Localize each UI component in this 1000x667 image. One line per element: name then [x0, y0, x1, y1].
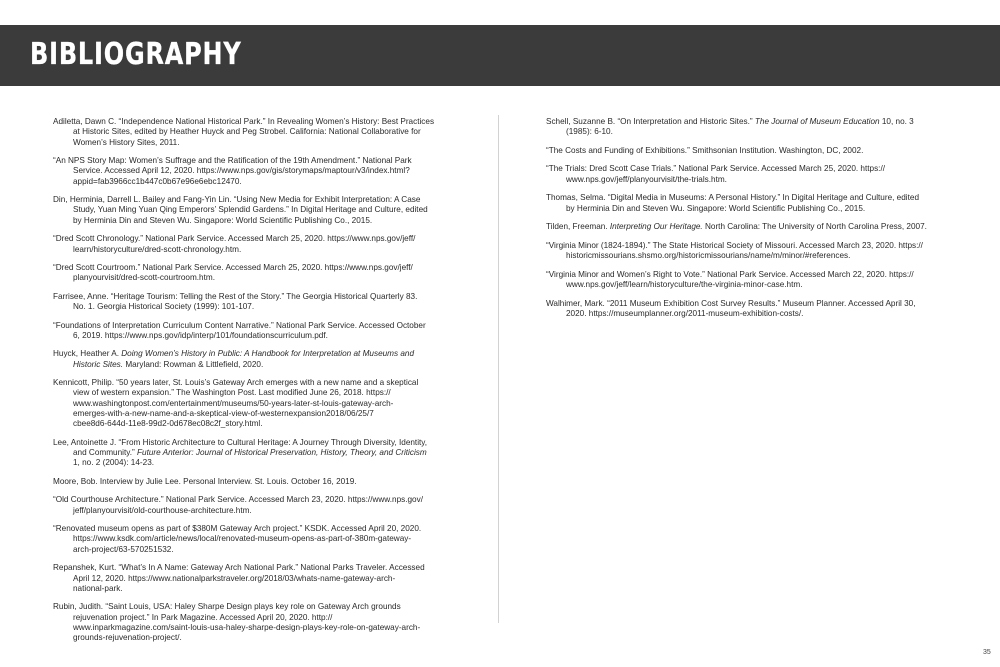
- page-title: BIBLIOGRAPHY: [30, 37, 242, 72]
- bibliography-entry: [53, 563, 463, 594]
- bibliography-entry: [53, 438, 463, 469]
- entry-text: 1, no. 2 (2004): 14-23.: [73, 458, 155, 468]
- entry-italic-text: Interpreting Our Heritage.: [609, 222, 703, 232]
- entry-italic-text: Future Anterior: Journal of Historical Preservation, History, Theory, and Criticism: [137, 448, 427, 458]
- entry-text: Walhimer, Mark. “2011 Museum Exhibition Cost Survey Results.” Museum Planner. Accessed April 30, 2020. https://museumplanner.org/2011-museum-exhibition-costs/.: [546, 298, 916, 318]
- bibliography-entry: [546, 193, 956, 214]
- entry-text: Din, Herminia, Darrell L. Bailey and Fang-Yin Lin. “Using New Media for Exhibit Interpretation: A Case Study, Yuan Ming Yuan Qing Emperors’ Splendid Gardens.” In Digital Heritage and Culture, edited by Herminia Din and Steven Wu. Singapore: World Scientific Publishing Co., 2015.: [53, 195, 428, 225]
- entry-text: “Dred Scott Chronology.” National Park Service. Accessed March 25, 2020. https://www.nps.gov/jeff/ learn/historyculture/dred-scott-chronology.htm.: [53, 234, 416, 254]
- bibliography-column-right: [546, 117, 956, 328]
- entry-text: “Old Courthouse Architecture.” National Park Service. Accessed March 23, 2020. https://www.nps.gov/ jeff/planyourvisit/old-courthouse-architecture.htm.: [53, 495, 423, 515]
- bibliography-entry: [546, 299, 956, 320]
- entry-text: Farrisee, Anne. “Heritage Tourism: Telling the Rest of the Story.” The Georgia Historical Quarterly 83. No. 1. Georgia Historical Society (1999): 101-107.: [53, 291, 418, 312]
- bibliography-entry: [53, 477, 463, 487]
- bibliography-entry: [53, 349, 463, 370]
- bibliography-entry: [546, 222, 956, 232]
- entry-text: 10, no. 3 (1985): 6-10.: [566, 117, 914, 137]
- entry-text: Lee, Antoinette J. “From Historic Architecture to Cultural Heritage: A Journey Through Diversity, Identity, and Community.”: [53, 437, 428, 458]
- bibliography-entry: [53, 156, 463, 187]
- bibliography-entry: [546, 270, 956, 291]
- entry-text: “Renovated museum opens as part of $380M Gateway Arch project.” KSDK. Accessed April 20, 2020. https://www.ksdk.com/article/news/local/renovated-museum-opens-as-part-of-380m-gateway- arch-project/63-570251532.: [53, 524, 422, 554]
- entry-text: Tilden, Freeman.: [546, 222, 610, 232]
- entry-text: “The Trials: Dred Scott Case Trials.” National Park Service. Accessed March 25, 2020. https:// www.nps.gov/jeff/planyourvisit/the-trials.htm.: [546, 164, 886, 184]
- entry-text: Kennicott, Philip. “50 years later, St. Louis’s Gateway Arch emerges with a new name and a skeptical view of western expansion.” The Washington Post. Last modified June 26, 2018. https:// www.washingtonpost.com/entertainment/museums/50-years-later-st-louis-gateway-arch- emerges-with-a-new-name-and-a-skeptical-view-of-westernexpansion2018/06/25/7 cbee8d6-644d-11e8-99d2-0d678ec08c2f_story.html.: [53, 378, 419, 429]
- bibliography-entry: [546, 146, 956, 156]
- bibliography-column-left: [53, 117, 463, 652]
- bibliography-entry: [53, 117, 463, 148]
- entry-italic-text: Doing Women’s History in Public: A Handbook for Interpretation at Museums and Historic Sites.: [73, 349, 415, 369]
- header-band: [0, 25, 1000, 86]
- bibliography-entry: [53, 602, 463, 643]
- entry-text: Repanshek, Kurt. “What’s In A Name: Gateway Arch National Park.” National Parks Traveler. Accessed April 12, 2020. https://www.nationalparkstraveler.org/2018/03/whats-name-gateway-arch- national-park.: [53, 563, 425, 593]
- entry-text: Rubin, Judith. “Saint Louis, USA: Haley Sharpe Design plays key role on Gateway Arch grounds rejuvenation project.” In Park Magazine. Accessed April 20, 2020. http:// www.inparkmagazine.com/saint-louis-usa-haley-sharpe-design-plays-key-role-on-gateway-arch- grounds-rejuvenation-project/.: [53, 602, 421, 643]
- bibliography-entry: [53, 292, 463, 313]
- bibliography-entry: [53, 195, 463, 226]
- entry-text: Moore, Bob. Interview by Julie Lee. Personal Interview. St. Louis. October 16, 2019.: [53, 476, 357, 486]
- entry-text: “The Costs and Funding of Exhibitions.” Smithsonian Institution. Washington, DC, 2002.: [546, 145, 864, 155]
- bibliography-entry: [53, 378, 463, 429]
- page-number: 35: [983, 649, 991, 656]
- bibliography-entry: [546, 164, 956, 185]
- entry-text: “An NPS Story Map: Women’s Suffrage and the Ratification of the 19th Amendment.” National Park Service. Accessed April 12, 2020. https://www.nps.gov/gis/storymaps/maptour/v3/index.html? appid=fab3966cc1b447c0b67e96e6ebc12470.: [53, 156, 412, 186]
- entry-italic-text: The Journal of Museum Education: [754, 117, 880, 126]
- entry-text: “Foundations of Interpretation Curriculum Content Narrative.” National Park Service. Accessed October 6, 2019. https://www.nps.gov/idp/interp/101/foundationscurriculum.pdf.: [53, 320, 426, 340]
- entry-text: Huyck, Heather A.: [53, 349, 122, 359]
- entry-text: Thomas, Selma. “Digital Media in Museums: A Personal History.” In Digital Heritage and Culture, edited by Herminia Din and Steven Wu. Singapore: World Scientific Publishing Co., 2015.: [546, 193, 919, 213]
- entry-text: “Virginia Minor (1824-1894).” The State Historical Society of Missouri. Accessed March 23, 2020. https:// historicmissourians.shsmo.org/historicmissourians/name/m/minor/#references.: [546, 240, 923, 261]
- bibliography-entry: [546, 241, 956, 262]
- column-divider: [498, 115, 499, 623]
- entry-text: North Carolina: The University of North Carolina Press, 2007.: [702, 222, 927, 232]
- entry-text: “Dred Scott Courtroom.” National Park Service. Accessed March 25, 2020. https://www.nps.gov/jeff/ planyourvisit/dred-scott-courtroom.htm.: [53, 263, 413, 283]
- bibliography-entry: [53, 321, 463, 342]
- bibliography-entry: [546, 117, 956, 138]
- bibliography-entry: [53, 234, 463, 255]
- entry-text: Schell, Suzanne B. “On Interpretation and Historic Sites.”: [546, 117, 755, 126]
- bibliography-entry: [53, 524, 463, 555]
- entry-text: Adiletta, Dawn C. “Independence National Historical Park.” In Revealing Women’s History: Best Practices at Historic Sites, edited by Heather Huyck and Peg Strobel. California: National Collaborative for Women’s History Sites, 2011.: [53, 117, 435, 147]
- bibliography-entry: [53, 263, 463, 284]
- bibliography-entry: [53, 495, 463, 516]
- entry-text: Maryland: Rowman & Littlefield, 2020.: [123, 359, 264, 369]
- entry-text: “Virginia Minor and Women’s Right to Vote.” National Park Service. Accessed March 22, 2020. https:// www.nps.gov/jeff/learn/historyculture/the-virginia-minor-case.htm.: [546, 269, 914, 290]
